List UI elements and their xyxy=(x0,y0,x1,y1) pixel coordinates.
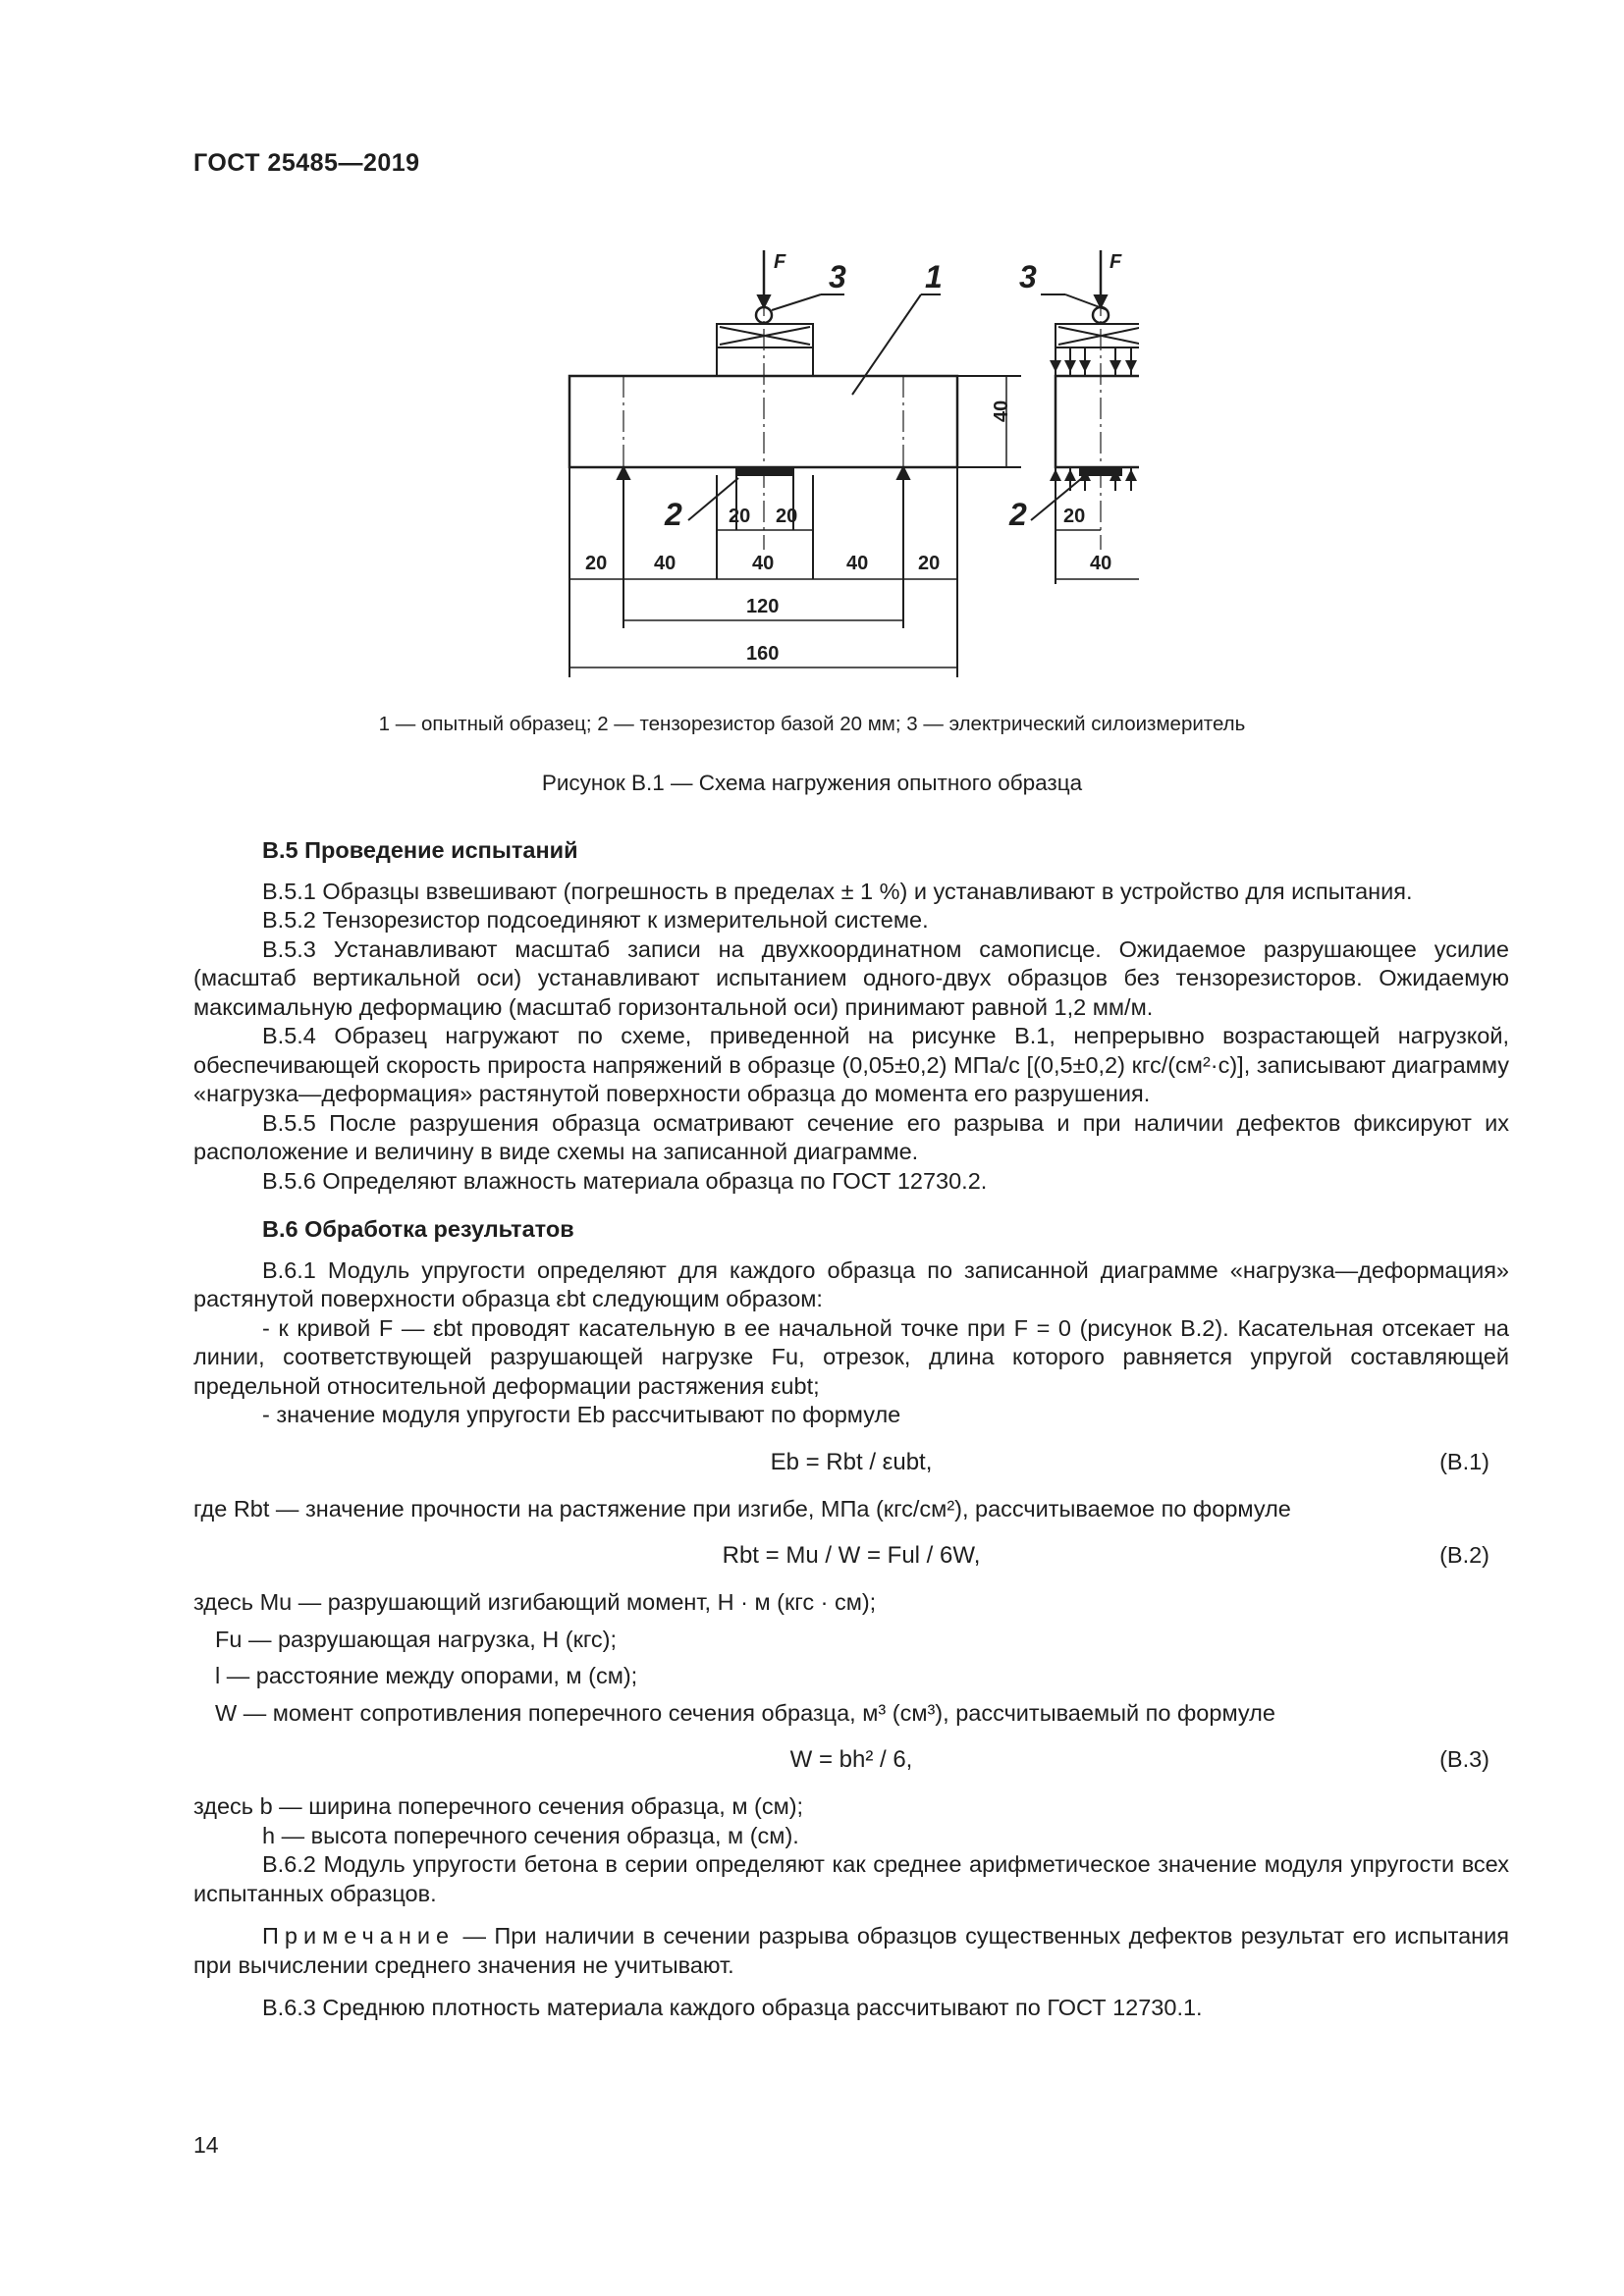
label-gauge-right: 2 xyxy=(1009,497,1027,532)
dim-20c: 20 xyxy=(585,553,608,574)
para-b5-2: В.5.2 Тензорезистор подсоединяют к измерительной системе. xyxy=(262,907,929,933)
formula-b3-number: (В.3) xyxy=(1439,1746,1489,1772)
def-b: здесь b — ширина поперечного сечения образца, м (см); xyxy=(193,1793,804,1819)
para-b6-1-item1: - к кривой F — εbt проводят касательную в ее начальной точке при F = 0 (рисунок В.2). Касательная отсекает на линии, соответствующей разрушающей нагрузке Fu, отрезок, длина которого равняется упругой составляющей предельной относительной деформации растяжения εubt; xyxy=(193,1314,1509,1399)
section-heading-b5: В.5 Проведение испытаний xyxy=(262,837,578,863)
force-label-right: F xyxy=(1110,251,1122,273)
para-b6-1: В.6.1 Модуль упругости определяют для каждого образца по записанной диаграмме «нагрузка—деформация» растянутой поверхности образца εbt следующим образом: xyxy=(193,1256,1509,1311)
para-b5-6: В.5.6 Определяют влажность материала образца по ГОСТ 12730.2. xyxy=(262,1167,988,1194)
def-w: W — момент сопротивления поперечного сечения образца, м³ (см³), рассчитываемый по формуле xyxy=(215,1699,1275,1726)
strain-gauge xyxy=(736,467,793,475)
loading-scheme-figure xyxy=(550,245,1139,687)
note-tag: Примечание xyxy=(262,1923,456,1949)
dim-40-section: 40 xyxy=(1090,553,1112,574)
label-load-cell-left: 3 xyxy=(829,259,846,294)
specimen-section xyxy=(1056,376,1139,467)
dim-20-section: 20 xyxy=(1063,506,1086,527)
label-specimen: 1 xyxy=(925,259,943,294)
formula-b3 xyxy=(193,1739,1509,1779)
figure-legend: 1 — опытный образец; 2 — тензорезистор базой 20 мм; 3 — электрический силоизмеритель xyxy=(378,713,1246,735)
dim-20a: 20 xyxy=(729,506,751,527)
def-fu: Fu — разрушающая нагрузка, Н (кгс); xyxy=(215,1626,618,1652)
section-heading-b6: В.6 Обработка результатов xyxy=(262,1216,574,1242)
dim-20d: 20 xyxy=(918,553,941,574)
formula-b1 xyxy=(193,1442,1509,1481)
note xyxy=(193,1922,1509,1980)
formula-b1-expr: Eb = Rbt / εubt, xyxy=(770,1448,933,1475)
dim-h40: 40 xyxy=(991,400,1012,422)
def-h: h — высота поперечного сечения образца, м (см). xyxy=(262,1822,799,1848)
dim-120: 120 xyxy=(746,596,780,617)
force-label-left: F xyxy=(774,251,786,273)
formula-b1-number: (В.1) xyxy=(1439,1448,1489,1474)
label-load-cell-right: 3 xyxy=(1019,259,1037,294)
para-b5-5: В.5.5 После разрушения образца осматривают сечение его разрыва и при наличии дефектов фиксируют их расположение и величину в виде схемы на записанной диаграмме. xyxy=(193,1109,1509,1164)
para-b5-1: В.5.1 Образцы взвешивают (погрешность в пределах ± 1 %) и устанавливают в устройство для испытания. xyxy=(262,878,1413,904)
dim-40b: 40 xyxy=(752,553,775,574)
formula-b2-number: (В.2) xyxy=(1439,1542,1489,1568)
para-b5-4: В.5.4 Образец нагружают по схеме, приведенной на рисунке В.1, непрерывно возрастающей нагрузкой, обеспечивающей скорость прироста напряжений в образце (0,05±0,2) МПа/с [(0,5±0,2) кгс/(см²·с)], записывают диаграмму «нагрузка—деформация» растянутой поверхности образца до момента его разрушения. xyxy=(193,1023,1509,1106)
para-b6-1-item2: - значение модуля упругости Eb рассчитывают по формуле xyxy=(262,1402,901,1427)
def-mu: здесь Mu — разрушающий изгибающий момент, Н · м (кгс · см); xyxy=(193,1589,877,1615)
specimen-beam xyxy=(569,376,957,467)
dim-20b: 20 xyxy=(776,506,798,527)
dim-40a: 40 xyxy=(654,553,677,574)
figure-caption: Рисунок В.1 — Схема нагружения опытного образца xyxy=(541,771,1083,795)
formula-b2 xyxy=(193,1535,1509,1575)
para-b6-2: В.6.2 Модуль упругости бетона в серии определяют как среднее арифметическое значение модуля упругости всех испытанных образцов. xyxy=(193,1851,1509,1906)
formula-b3-expr: W = bh² / 6, xyxy=(789,1746,913,1773)
dim-160: 160 xyxy=(746,643,780,665)
where-rbt: где Rbt — значение прочности на растяжение при изгибе, МПа (кгс/см²), рассчитываемое по формуле xyxy=(193,1495,1291,1522)
formula-b2-expr: Rbt = Mu / W = Ful / 6W, xyxy=(722,1542,981,1569)
document-code: ГОСТ 25485—2019 xyxy=(193,149,420,177)
def-l: l — расстояние между опорами, м (см); xyxy=(215,1663,638,1688)
document-body xyxy=(193,836,1509,2023)
dim-40c: 40 xyxy=(846,553,869,574)
page-number: 14 xyxy=(193,2132,219,2158)
para-b6-3: В.6.3 Среднюю плотность материала каждого образца рассчитывают по ГОСТ 12730.1. xyxy=(262,1995,1203,2020)
para-b5-3: В.5.3 Устанавливают масштаб записи на двухкоординатном самописце. Ожидаемое разрушающее усилие (масштаб вертикальной оси) устанавливают испытанием одного-двух образцов без тензорезисторов. Ожидаемую максимальную деформацию (масштаб горизонтальной оси) принимают равной 1,2 мм/м. xyxy=(193,935,1509,1020)
label-gauge-left: 2 xyxy=(665,497,682,532)
note-text: — При наличии в сечении разрыва образцов существенных дефектов результат его испытания при вычислении среднего значения не учитывают. xyxy=(193,1923,1510,1978)
